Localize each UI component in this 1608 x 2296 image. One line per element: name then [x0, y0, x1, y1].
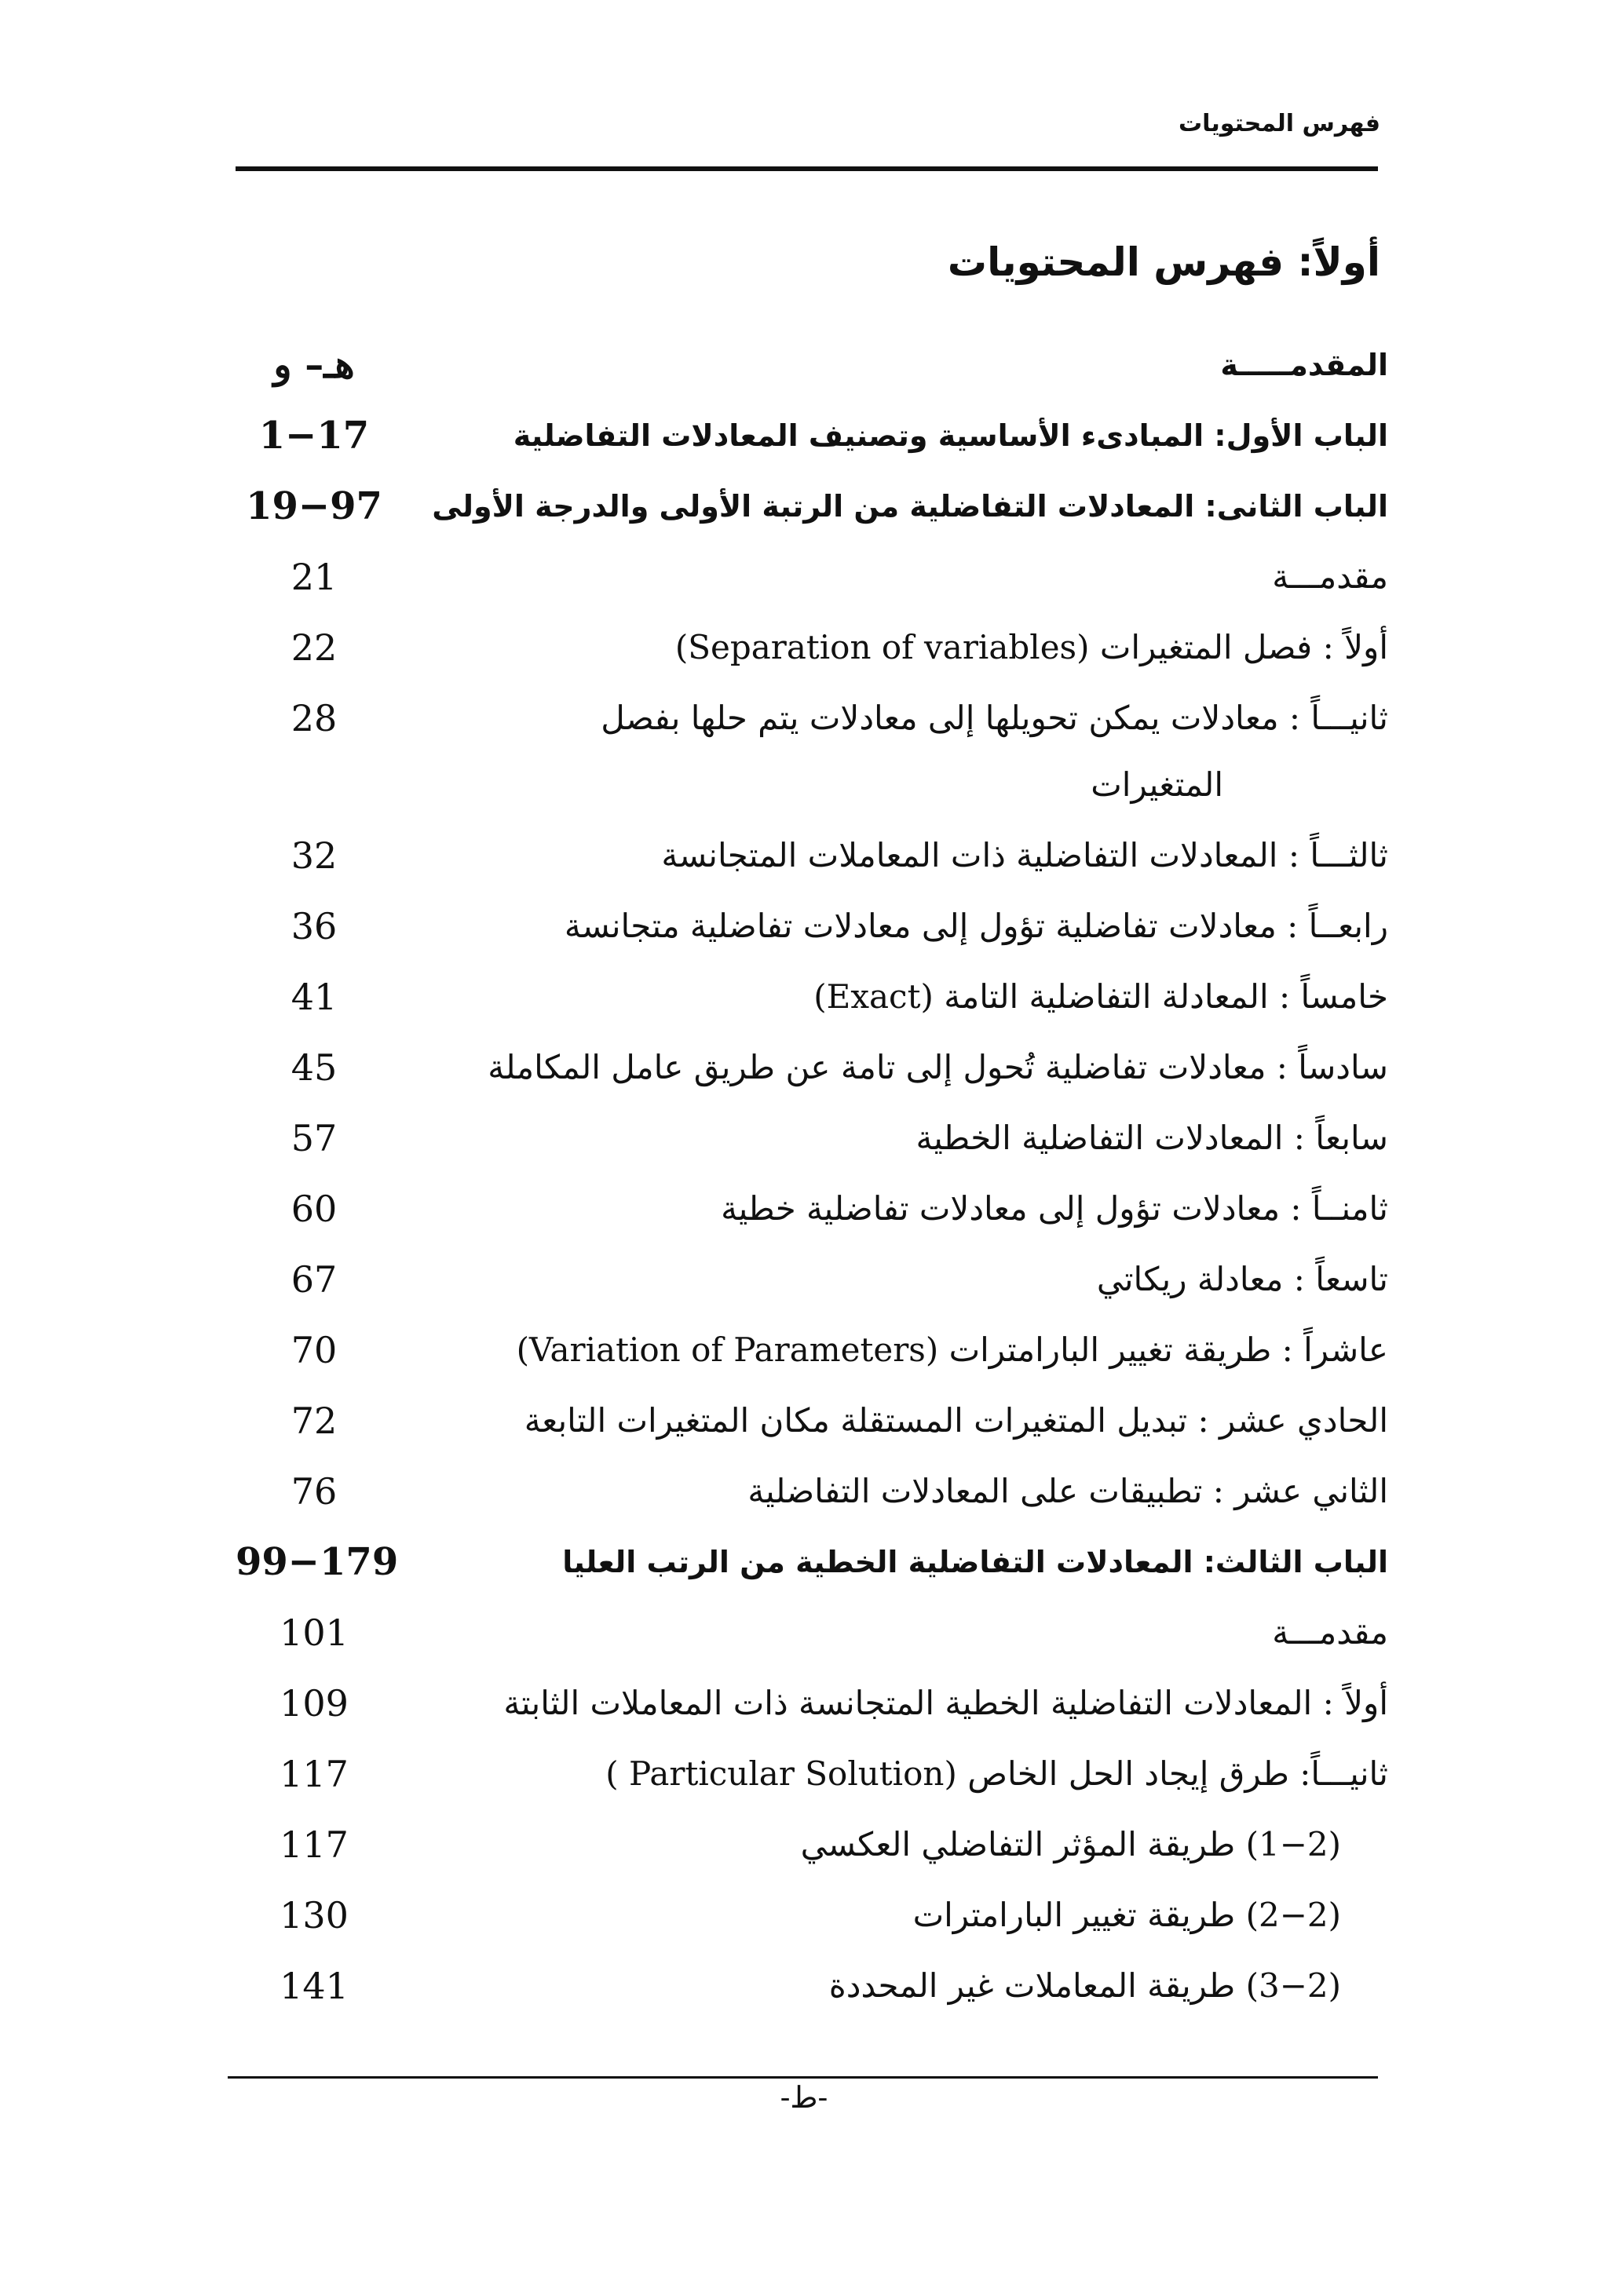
toc-entry-page: 28: [291, 697, 338, 739]
toc-entry-label: عاشراً : طريقة تغيير البارامترات (Variation of Parameters): [516, 1331, 1388, 1369]
toc-entry-page: 22: [291, 626, 338, 669]
toc-entry-label: مقدمـــة: [1272, 557, 1388, 596]
toc-entry-label: ثانيـــاً: طرق إيجاد الحل الخاص (Particular Solution ): [605, 1754, 1388, 1793]
toc-row: [0, 899, 1608, 954]
footer-rule: [228, 2076, 1378, 2079]
toc-row: [0, 1817, 1608, 1872]
toc-entry-page: 1−17: [258, 414, 370, 458]
toc-entry-page: 76: [291, 1470, 338, 1513]
toc-entry-label: (3−2) طريقة المعاملات غير المحددة: [828, 1966, 1341, 2005]
toc-entry-label: تاسعاً : معادلة ريكاتي: [1096, 1260, 1388, 1298]
toc-entry-page: 67: [291, 1258, 338, 1301]
toc-row: [0, 1958, 1608, 2013]
toc-entry-label: سادساً : معادلات تفاضلية تُحول إلى تامة عن طريق عامل المكاملة: [488, 1048, 1388, 1086]
toc-entry-page: 57: [291, 1117, 338, 1159]
toc-row: [0, 1888, 1608, 1943]
toc-entry-page: 117: [280, 1823, 349, 1866]
toc-row: [0, 1747, 1608, 1801]
toc-entry-label: الباب الثانى: المعادلات التفاضلية من الرتبة الأولى والدرجة الأولى: [432, 489, 1388, 524]
toc-entry-page: 21: [291, 556, 338, 598]
toc-entry-page: 36: [291, 905, 338, 947]
toc-row: [0, 1464, 1608, 1519]
toc-row: [0, 969, 1608, 1024]
toc-entry-label: ثانيـــاً : معادلات يمكن تحويلها إلى معادلات يتم حلها بفصل: [601, 699, 1388, 737]
toc-entry-page: 32: [291, 834, 338, 877]
toc-row: [0, 828, 1608, 883]
toc-entry-page: 19−97: [246, 484, 382, 528]
toc-entry-page: 41: [291, 976, 338, 1018]
toc-row: [0, 1111, 1608, 1166]
toc-entry-page: 141: [280, 1965, 349, 2007]
toc-entry-page: 109: [280, 1682, 349, 1725]
toc-row: [0, 1252, 1608, 1307]
toc-row: [0, 691, 1608, 746]
toc-entry-label: ثالثـــاً : المعادلات التفاضلية ذات المعاملات المتجانسة: [661, 836, 1388, 874]
toc-entry-page: 70: [291, 1329, 338, 1371]
toc-row: [0, 408, 1608, 463]
toc-entry-label: أولاً : المعادلات التفاضلية الخطية المتجانسة ذات المعاملات الثابتة: [503, 1684, 1388, 1722]
toc-row: [0, 1393, 1608, 1448]
toc-entry-page: 45: [291, 1046, 338, 1089]
toc-entry-label: (1−2) طريقة المؤثر التفاضلي العكسي: [800, 1825, 1341, 1863]
toc-entry-page: 72: [291, 1400, 338, 1442]
toc-entry-page: 60: [291, 1188, 338, 1230]
toc-entry-label: المقدمـــــة: [1220, 348, 1388, 382]
toc-entry-label: سابعاً : المعادلات التفاضلية الخطية: [915, 1119, 1388, 1157]
toc-row: [0, 1181, 1608, 1236]
toc-entry-label: رابعــاً : معادلات تفاضلية تؤول إلى معادلات تفاضلية متجانسة: [564, 907, 1388, 945]
toc-row: [0, 1323, 1608, 1378]
toc-entry-page: 99−179: [236, 1540, 399, 1584]
toc-row: [0, 338, 1608, 392]
running-header: فهرس المحتويات: [1179, 110, 1380, 137]
toc-row: [0, 1676, 1608, 1731]
toc-entry-label: المتغيرات: [1091, 765, 1223, 804]
toc-entry-page: هـ– و: [273, 343, 355, 387]
toc-entry-label: الباب الأول: المبادىء الأساسية وتصنيف المعادلات التفاضلية: [513, 418, 1388, 453]
toc-row: [0, 479, 1608, 534]
toc-entry-label: (2−2) طريقة تغيير البارامترات: [912, 1896, 1341, 1934]
toc-entry-page: 117: [280, 1753, 349, 1795]
toc-row: [0, 1040, 1608, 1095]
toc-entry-label: الحادي عشر : تبديل المتغيرات المستقلة مكان المتغيرات التابعة: [524, 1401, 1388, 1440]
toc-row: [0, 1605, 1608, 1660]
toc-entry-label: مقدمـــة: [1272, 1613, 1388, 1652]
toc-entry-label: الثاني عشر : تطبيقات على المعادلات التفاضلية: [747, 1472, 1388, 1510]
toc-entry-label: خامساً : المعادلة التفاضلية التامة (Exact): [813, 977, 1388, 1016]
toc-row: [0, 1535, 1608, 1590]
page-folio: -ط-: [780, 2080, 828, 2115]
toc-entry-page: 101: [280, 1612, 349, 1654]
toc-entry-page: 130: [280, 1894, 349, 1936]
toc-entry-label: الباب الثالث: المعادلات التفاضلية الخطية من الرتب العليا: [562, 1545, 1388, 1579]
page-title: أولاً: فهرس المحتويات: [947, 239, 1380, 285]
toc-row: [0, 757, 1608, 812]
toc-row: [0, 549, 1608, 604]
toc-entry-label: ثامنــاً : معادلات تؤول إلى معادلات تفاضلية خطية: [721, 1189, 1388, 1228]
toc-row: [0, 620, 1608, 675]
toc-entry-label: أولاً : فصل المتغيرات (Separation of variables): [674, 628, 1388, 666]
